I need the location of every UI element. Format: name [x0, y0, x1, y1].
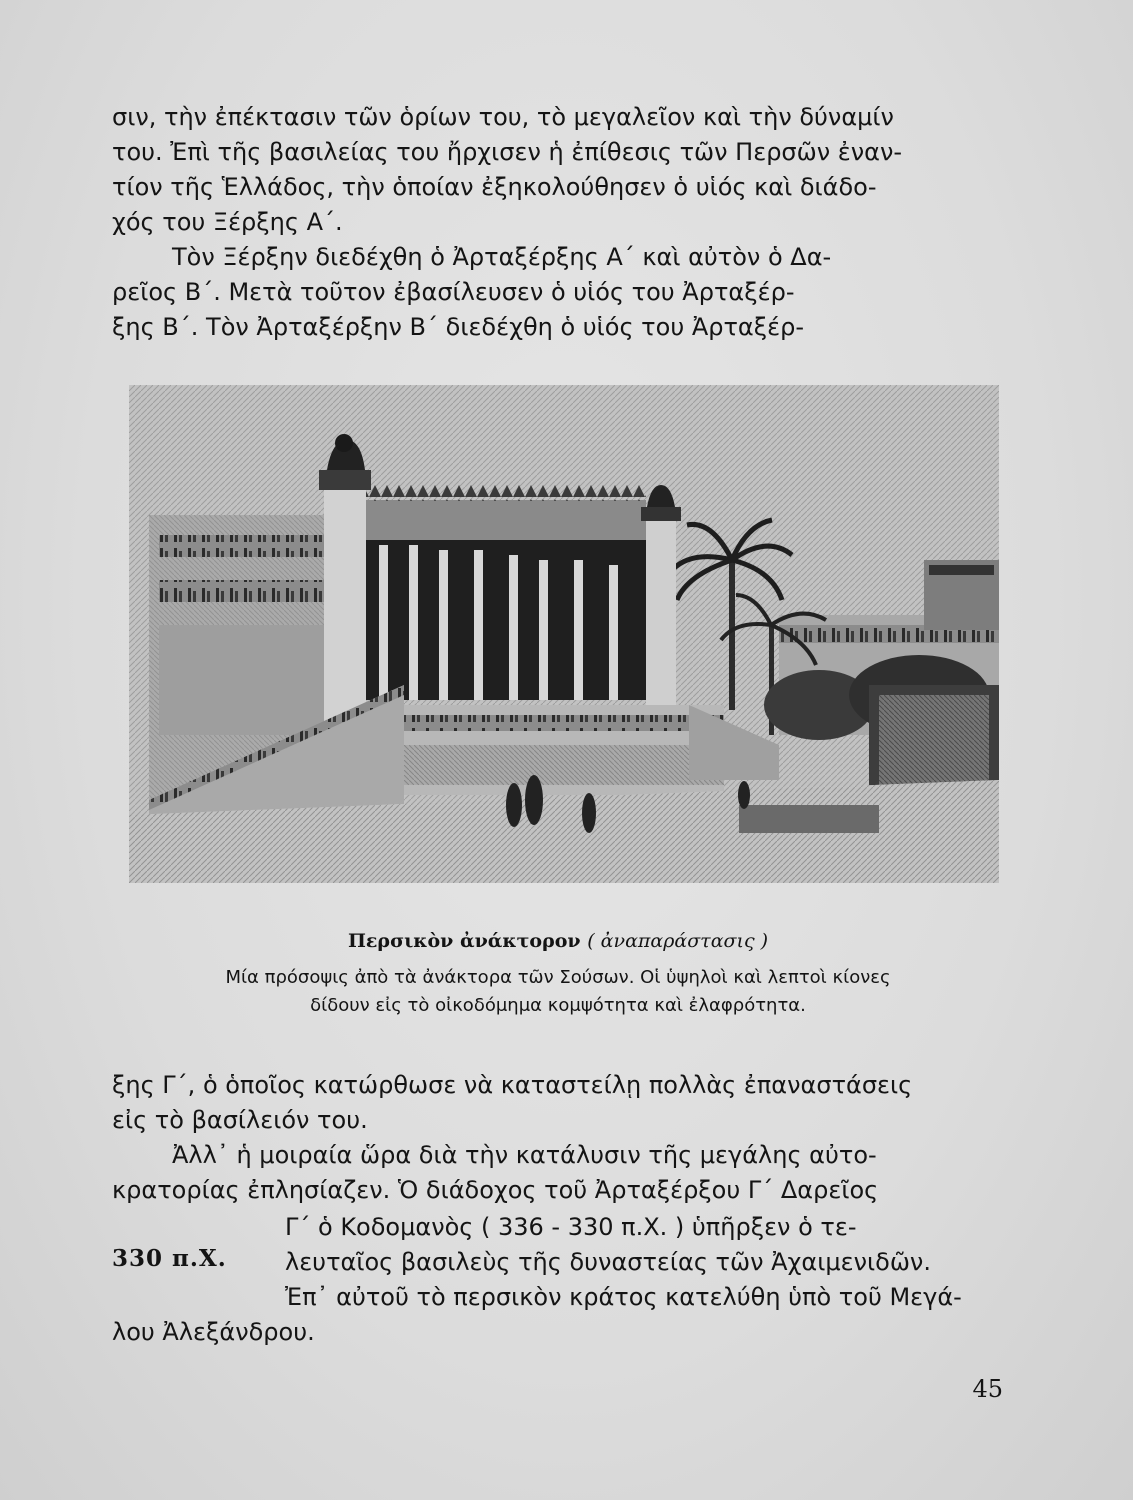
- paragraph-bottom: [112, 1068, 1004, 1208]
- text-line: κρατορίας ἐπλησίαζεν. Ὁ διάδοχος τοῦ Ἀρταξέρξου Γ΄ Δαρεῖος: [112, 1176, 879, 1204]
- margin-date-note: 330 π.Χ.: [112, 1245, 227, 1272]
- text-line: Ἐπ᾽ αὐτοῦ τὸ περσικὸν κράτος κατελύθη ὑπὸ τοῦ Μεγά-: [285, 1283, 962, 1311]
- text-line: ξης Γ΄, ὁ ὁποῖος κατώρθωσε νὰ καταστείλῃ πολλὰς ἐπαναστάσεις: [112, 1071, 913, 1099]
- text-line: εἰς τὸ βασίλειόν του.: [112, 1106, 368, 1134]
- text-line: Τὸν Ξέρξην διεδέχθη ὁ Ἀρταξέρξης Α΄ καὶ αὐτὸν ὁ Δα-: [172, 243, 832, 271]
- text-line: Γ΄ ὁ Κοδομανὸς ( 336 - 330 π.Χ. ) ὑπῆρξεν ὁ τε-: [285, 1213, 857, 1241]
- caption-title: Περσικὸν ἀνάκτορον: [347, 930, 581, 952]
- caption-line: δίδουν εἰς τὸ οἰκοδόμημα κομψότητα καὶ ἐλαφρότητα.: [310, 995, 806, 1016]
- text-line: σιν, τὴν ἐπέκτασιν τῶν ὁρίων του, τὸ μεγαλεῖον καὶ τὴν δύναμίν: [112, 103, 894, 131]
- text-line: ξης Β΄. Τὸν Ἀρταξέρξην Β΄ διεδέχθη ὁ υἱός του Ἀρταξέρ-: [112, 313, 805, 341]
- text-line: τίον τῆς Ἑλλάδος, τὴν ὁποίαν ἐξηκολούθησεν ὁ υἱός καὶ διάδο-: [112, 173, 877, 201]
- palace-drawing: [129, 385, 999, 883]
- page-number: 45: [972, 1375, 1003, 1403]
- text-line: χός του Ξέρξης Α΄.: [112, 208, 343, 236]
- text-line: Ἀλλ᾽ ἡ μοιραία ὥρα διὰ τὴν κατάλυσιν τῆς μεγάλης αὐτο-: [172, 1141, 877, 1169]
- caption-line: Μία πρόσοψις ἀπὸ τὰ ἀνάκτορα τῶν Σούσων. Οἱ ὑψηλοὶ καὶ λεπτοὶ κίονες: [225, 967, 891, 988]
- text-line-last: λου Ἀλεξάνδρου.: [112, 1318, 315, 1346]
- figure-caption-text: [112, 964, 1004, 1020]
- text-line: ρεῖος Β΄. Μετὰ τοῦτον ἐβασίλευσεν ὁ υἱός του Ἀρταξέρ-: [112, 278, 795, 306]
- palace-illustration: [129, 385, 999, 883]
- caption-subtitle: ( ἀναπαράστασις ): [587, 930, 769, 952]
- paragraph-top: [112, 100, 1004, 345]
- text-line: του. Ἐπὶ τῆς βασιλείας του ἤρχισεν ἡ ἐπίθεσις τῶν Περσῶν ἐναν-: [112, 138, 903, 166]
- text-line: λευταῖος βασιλεὺς τῆς δυναστείας τῶν Ἀχαιμενιδῶν.: [285, 1248, 931, 1276]
- figure-caption-title: [112, 930, 1004, 952]
- paragraph-hanging: [285, 1210, 1004, 1315]
